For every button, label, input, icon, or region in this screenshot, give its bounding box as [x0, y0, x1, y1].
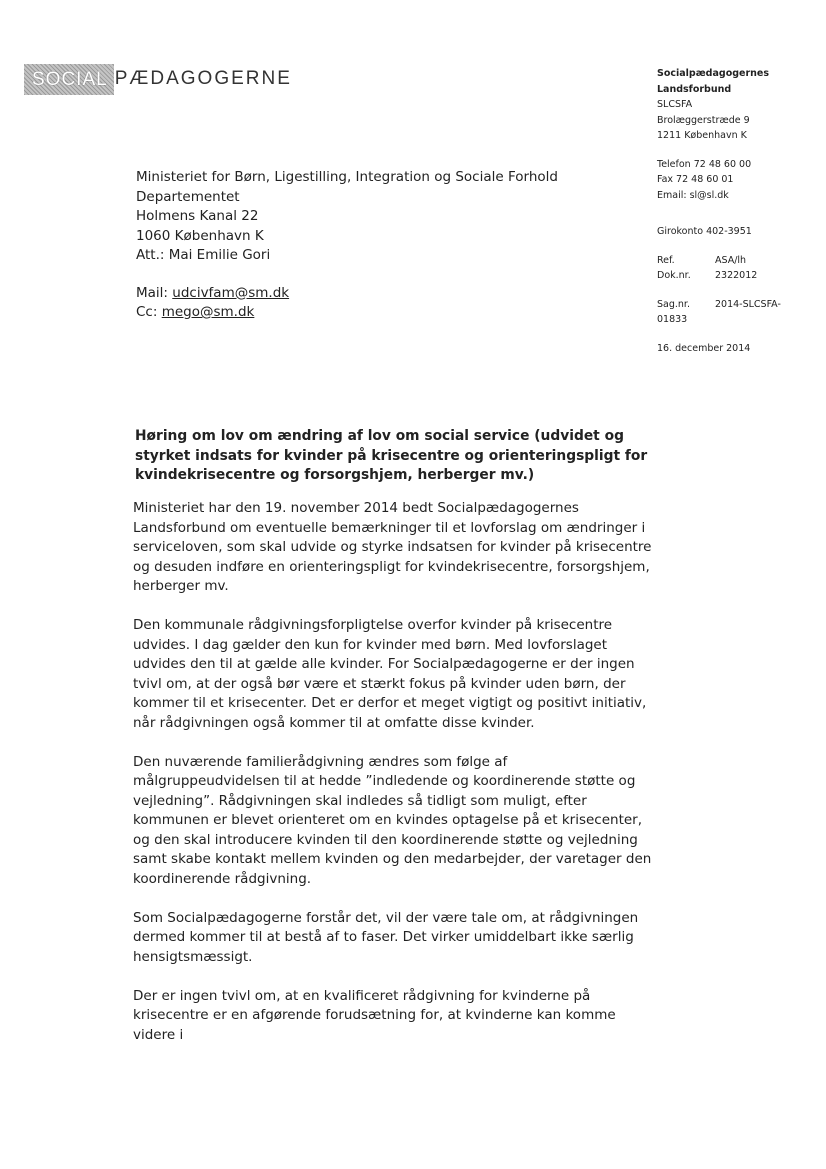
- letter-date: 16. december 2014: [657, 342, 751, 354]
- sender-giro: Girokonto 402-3951: [657, 226, 752, 237]
- letter-body: [133, 499, 653, 1065]
- ref-row: [657, 253, 817, 269]
- ref-value: ASA/lh: [715, 254, 747, 266]
- ref-label: Ref.: [657, 254, 675, 266]
- sender-city: 1211 København K: [657, 130, 747, 141]
- sender-street: Brolæggerstræde 9: [657, 114, 750, 126]
- sender-email: Email: sl@sl.dk: [657, 189, 729, 201]
- recipient-line1: Ministeriet for Børn, Ligestilling, Integration og Sociale Forhold: [136, 169, 558, 185]
- paragraph-5: Der er ingen tvivl om, at en kvalificeret rådgivning for kvinderne på krisecentre er en afgørende forudsætning for, at kvinderne kan komme videre i: [133, 987, 616, 1043]
- recipient-line4: 1060 København K: [136, 227, 264, 244]
- sender-org-line2: Landsforbund: [657, 83, 732, 95]
- paragraph-2: Den kommunale rådgivningsforpligtelse overfor kvinder på krisecentre udvides. I dag gælder den kun for kvinder med børn. Med lovforslaget udvides den til at gælde alle kvinder. For Socialpædagogerne er der ingen tvivl om, at der også bør være et stærkt fokus på kvinder uden børn, der kommer til et krisecenter. Det er derfor et meget vigtigt og positivt initiativ, når rådgivningen også kommer til at omfatte disse kvinder.: [133, 617, 647, 731]
- cc-link[interactable]: mego@sm.dk: [161, 304, 255, 320]
- letter-heading: Høring om lov om ændring af lov om social service (udvidet og styrket indsats for kvinder på krisecentre og orienteringspligt for kvindekrisecentre og forsorgshjem, herberger mv.): [135, 428, 648, 483]
- recipient-line3: Holmens Kanal 22: [136, 208, 259, 224]
- paragraph-4: Som Socialpædagogerne forstår det, vil der være tale om, at rådgivningen dermed kommer til at bestå af to faser. Det virker umiddelbart ikke særlig hensigtsmæssigt.: [133, 909, 639, 965]
- doc-value: 2322012: [715, 270, 758, 281]
- sender-abbr: SLCSFA: [657, 99, 693, 110]
- recipient-line2: Departementet: [136, 188, 240, 205]
- sag-row: [657, 297, 817, 313]
- paragraph-1: Ministeriet har den 19. november 2014 bedt Socialpædagogernes Landsforbund om eventuelle bemærkninger til et lovforslag om ændringer i serviceloven, som skal udvide og styrke indsatsen for kvinder på krisecentre og desuden indføre en orienteringspligt for kvindekrisecentre, forsorgshjem, herberger mv.: [133, 500, 652, 594]
- logo: [24, 62, 292, 96]
- paragraph-3: Den nuværende familierådgivning ændres som følge af målgruppeudvidelsen til at hedde ”indledende og koordinerende støtte og vejledning”. Rådgivningen skal indledes så tidligt som muligt, efter kommunen er blevet orienteret om en kvindes optagelse på et krisecenter, og den skal introducere kvinden til den koordinerende støtte og vejledning samt skabe kontakt mellem kvinden og den medarbejder, der varetager den koordinerende rådgivning.: [133, 753, 652, 887]
- recipient-line5: Att.: Mai Emilie Gori: [136, 247, 271, 263]
- logo-paedagogerne: PÆDAGOGERNE: [114, 68, 292, 89]
- sender-block: [657, 66, 817, 356]
- mail-link[interactable]: udcivfam@sm.dk: [172, 284, 290, 301]
- sender-org-line1: Socialpædagogernes: [657, 68, 770, 79]
- sender-fax: Fax 72 48 60 01: [657, 174, 734, 185]
- doc-label: Dok.nr.: [657, 270, 691, 281]
- mail-line: [136, 284, 558, 304]
- sag-value: 2014-SLCSFA-: [715, 298, 781, 310]
- doc-row: [657, 268, 817, 284]
- mail-label: Mail:: [136, 284, 173, 301]
- sag-label: Sag.nr.: [657, 298, 690, 310]
- sender-phone: Telefon 72 48 60 00: [657, 158, 752, 170]
- sag-value-cont: 01833: [657, 314, 688, 325]
- recipient-block: [136, 168, 558, 323]
- cc-line: [136, 303, 558, 323]
- cc-label: Cc:: [136, 304, 162, 320]
- logo-social: SOCIAL: [24, 64, 114, 95]
